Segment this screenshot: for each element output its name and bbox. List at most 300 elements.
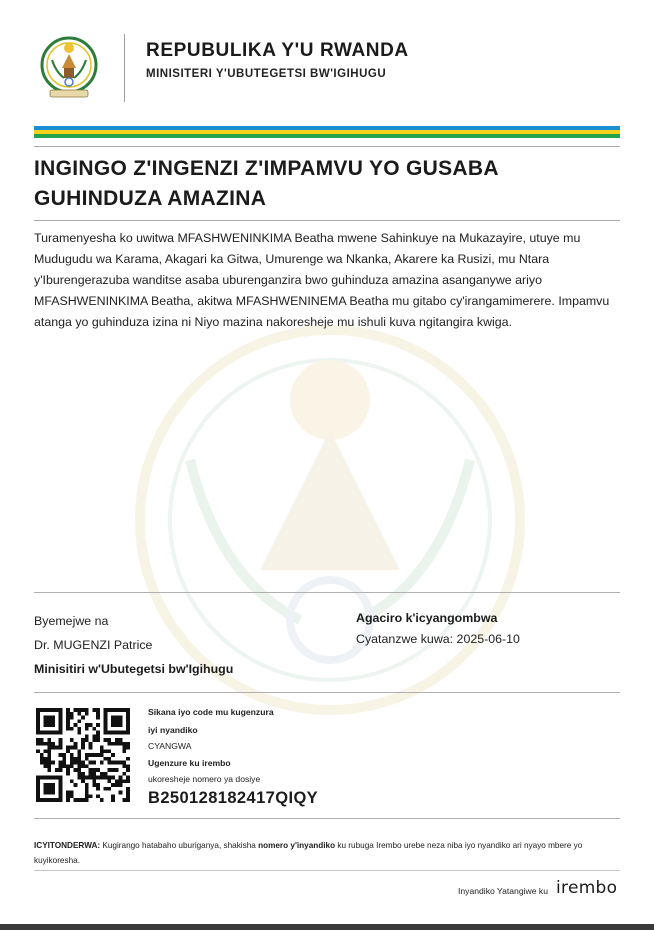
qr-module <box>59 798 63 802</box>
verify-instruction: ukoresheje nomero ya dosiye <box>148 774 261 784</box>
qr-module <box>126 757 130 761</box>
qr-module <box>89 768 93 772</box>
qr-module <box>96 723 100 727</box>
qr-module <box>47 764 51 768</box>
qr-module <box>119 791 123 795</box>
qr-module <box>36 708 40 712</box>
qr-module <box>115 783 119 787</box>
signatory-title: Minisitiri w'Ubutegetsi bw'Igihugu <box>34 662 234 676</box>
qr-module <box>81 776 85 780</box>
qr-module <box>66 772 70 776</box>
qr-module <box>104 708 108 712</box>
qr-module <box>47 761 51 765</box>
qr-module <box>77 753 81 757</box>
qr-module <box>70 779 74 783</box>
qr-module <box>70 764 74 768</box>
qr-module <box>47 791 51 795</box>
qr-module <box>47 731 51 735</box>
qr-module <box>85 798 89 802</box>
ministry-title: MINISITERI Y'UBUTEGETSI BW'IGIHUGU <box>146 68 387 80</box>
qr-module <box>59 723 63 727</box>
qr-module <box>107 757 111 761</box>
qr-module <box>89 746 93 750</box>
qr-module <box>59 716 63 720</box>
qr-module <box>126 712 130 716</box>
verify-instruction: iyi nyandiko <box>148 725 198 735</box>
qr-module <box>47 776 51 780</box>
qr-module <box>36 779 40 783</box>
qr-module <box>122 779 126 783</box>
qr-module <box>111 716 115 720</box>
qr-module <box>119 742 123 746</box>
qr-module <box>104 757 108 761</box>
qr-module <box>47 757 51 761</box>
qr-module <box>40 757 44 761</box>
qr-module <box>44 787 48 791</box>
qr-module <box>100 749 104 753</box>
qr-module <box>44 742 48 746</box>
qr-module <box>111 794 115 798</box>
qr-module <box>36 723 40 727</box>
qr-module <box>92 776 96 780</box>
qr-module <box>104 719 108 723</box>
qr-module <box>111 742 115 746</box>
qr-module <box>40 761 44 765</box>
qr-module <box>36 787 40 791</box>
qr-module <box>81 742 85 746</box>
qr-module <box>70 753 74 757</box>
qr-module <box>36 716 40 720</box>
qr-module <box>122 761 126 765</box>
notice-text: ku rubuga Irembo urebe neza niba iyo nyandiko ari nyayo mbere yo kuyikoresha. <box>34 841 583 865</box>
qr-module <box>104 731 108 735</box>
qr-module <box>119 731 123 735</box>
qr-module <box>119 783 123 787</box>
divider <box>34 146 620 147</box>
qr-module <box>40 742 44 746</box>
qr-module <box>115 738 119 742</box>
qr-module <box>126 731 130 735</box>
notice-highlight: nomero y'inyandiko <box>258 841 336 850</box>
qr-module <box>81 764 85 768</box>
qr-module <box>74 783 78 787</box>
qr-module <box>85 764 89 768</box>
qr-module <box>119 723 123 727</box>
qr-module <box>77 731 81 735</box>
qr-module <box>89 772 93 776</box>
qr-module <box>111 768 115 772</box>
qr-module <box>77 719 81 723</box>
qr-module <box>89 761 93 765</box>
qr-module <box>92 753 96 757</box>
qr-module <box>85 791 89 795</box>
qr-module <box>92 768 96 772</box>
qr-module <box>59 731 63 735</box>
qr-module <box>77 712 81 716</box>
qr-module <box>59 719 63 723</box>
qr-module <box>77 749 81 753</box>
qr-module <box>81 716 85 720</box>
qr-module <box>111 723 115 727</box>
qr-module <box>59 768 63 772</box>
qr-module <box>119 716 123 720</box>
qr-module <box>66 719 70 723</box>
document-number: B250128182417QIQY <box>148 789 319 807</box>
qr-module <box>92 772 96 776</box>
qr-module <box>104 749 108 753</box>
qr-module <box>51 742 55 746</box>
qr-module <box>55 776 59 780</box>
qr-module <box>107 761 111 765</box>
divider <box>34 592 620 593</box>
qr-module <box>111 798 115 802</box>
qr-module <box>92 727 96 731</box>
verify-instruction: Sikana iyo code mu kugenzura <box>148 707 274 717</box>
qr-module <box>107 738 111 742</box>
qr-module <box>122 746 126 750</box>
qr-module <box>62 757 66 761</box>
qr-module <box>74 761 78 765</box>
qr-module <box>104 738 108 742</box>
qr-module <box>51 719 55 723</box>
qr-module <box>115 716 119 720</box>
qr-module <box>51 723 55 727</box>
qr-module <box>100 776 104 780</box>
irembo-logo: irembo <box>556 878 618 898</box>
qr-module <box>96 753 100 757</box>
qr-module <box>66 746 70 750</box>
document-title: INGINGO Z'INGENZI Z'IMPAMVU YO GUSABA GUHINDUZA AMAZINA <box>34 157 499 210</box>
qr-module <box>107 749 111 753</box>
qr-module <box>77 798 81 802</box>
qr-module <box>115 768 119 772</box>
qr-module <box>44 791 48 795</box>
qr-module <box>40 708 44 712</box>
qr-module <box>115 719 119 723</box>
qr-module <box>92 708 96 712</box>
qr-module <box>104 772 108 776</box>
divider <box>34 818 620 819</box>
qr-module <box>74 742 78 746</box>
qr-module <box>77 768 81 772</box>
qr-module <box>126 798 130 802</box>
qr-module <box>70 757 74 761</box>
qr-module <box>111 776 115 780</box>
signatory-name: Dr. MUGENZI Patrice <box>34 638 153 652</box>
qr-module <box>70 794 74 798</box>
qr-module <box>59 746 63 750</box>
qr-module <box>47 787 51 791</box>
qr-module <box>126 764 130 768</box>
qr-module <box>104 716 108 720</box>
qr-module <box>85 712 89 716</box>
qr-module <box>85 753 89 757</box>
qr-module <box>111 719 115 723</box>
approved-by-label: Byemejwe na <box>34 614 109 628</box>
qr-module <box>44 776 48 780</box>
qr-module <box>92 761 96 765</box>
verify-instruction: CYANGWA <box>148 741 192 751</box>
qr-module <box>77 708 81 712</box>
qr-module <box>44 723 48 727</box>
qr-module <box>111 708 115 712</box>
qr-module <box>85 757 89 761</box>
qr-module <box>77 764 81 768</box>
qr-module <box>40 738 44 742</box>
qr-module <box>122 764 126 768</box>
divider <box>34 220 620 221</box>
qr-module <box>51 716 55 720</box>
verify-instruction: Ugenzure ku irembo <box>148 758 231 768</box>
qr-module <box>44 764 48 768</box>
qr-module <box>59 761 63 765</box>
qr-module <box>62 764 66 768</box>
qr-module <box>62 761 66 765</box>
qr-module <box>89 794 93 798</box>
divider <box>34 692 620 693</box>
qr-module <box>126 776 130 780</box>
qr-module <box>77 757 81 761</box>
qr-module <box>36 738 40 742</box>
qr-module <box>70 791 74 795</box>
qr-module <box>51 746 55 750</box>
qr-module <box>36 712 40 716</box>
qr-module <box>59 791 63 795</box>
qr-module <box>47 798 51 802</box>
qr-module <box>104 712 108 716</box>
qr-module <box>115 742 119 746</box>
qr-module <box>36 749 40 753</box>
qr-module <box>59 794 63 798</box>
qr-module <box>81 708 85 712</box>
qr-module <box>126 779 130 783</box>
qr-module <box>74 798 78 802</box>
qr-module <box>59 738 63 742</box>
qr-module <box>47 746 51 750</box>
qr-module <box>111 753 115 757</box>
qr-module <box>104 787 108 791</box>
qr-module <box>74 746 78 750</box>
qr-module <box>92 734 96 738</box>
qr-module <box>36 798 40 802</box>
qr-module <box>51 783 55 787</box>
qr-module <box>126 746 130 750</box>
qr-module <box>44 719 48 723</box>
qr-module <box>47 719 51 723</box>
qr-module <box>66 727 70 731</box>
footer-credit: Inyandiko Yatangiwe ku <box>458 886 548 896</box>
qr-module <box>122 749 126 753</box>
qr-module <box>122 708 126 712</box>
qr-module <box>92 783 96 787</box>
qr-module <box>122 742 126 746</box>
qr-module <box>85 708 89 712</box>
issued-date: Cyatanzwe kuwa: 2025-06-10 <box>356 632 520 646</box>
qr-module <box>100 798 104 802</box>
qr-module <box>47 749 51 753</box>
qr-module <box>126 719 130 723</box>
qr-module <box>85 723 89 727</box>
qr-module <box>100 772 104 776</box>
qr-module <box>36 776 40 780</box>
qr-module <box>96 794 100 798</box>
qr-module <box>59 753 63 757</box>
qr-module <box>126 791 130 795</box>
qr-module <box>81 738 85 742</box>
qr-module <box>107 742 111 746</box>
qr-module <box>51 798 55 802</box>
qr-module <box>70 746 74 750</box>
qr-module <box>66 723 70 727</box>
qr-module <box>107 776 111 780</box>
qr-module <box>47 716 51 720</box>
qr-module <box>96 783 100 787</box>
qr-module <box>122 772 126 776</box>
notice-text: Kugirango hatabaho uburiganya, shakisha <box>100 841 259 850</box>
qr-module <box>96 731 100 735</box>
qr-module <box>85 783 89 787</box>
qr-module <box>96 708 100 712</box>
qr-module <box>40 776 44 780</box>
qr-module <box>122 731 126 735</box>
qr-module <box>85 787 89 791</box>
qr-module <box>66 764 70 768</box>
qr-module <box>47 742 51 746</box>
qr-module <box>81 798 85 802</box>
qr-module <box>59 742 63 746</box>
qr-code[interactable] <box>36 708 130 802</box>
qr-module <box>92 738 96 742</box>
qr-module <box>119 738 123 742</box>
bottom-bar <box>0 924 654 930</box>
qr-module <box>47 738 51 742</box>
qr-module <box>104 723 108 727</box>
qr-module <box>85 734 89 738</box>
qr-module <box>44 716 48 720</box>
flag-color-strip <box>34 126 620 138</box>
qr-module <box>36 794 40 798</box>
qr-module <box>44 708 48 712</box>
qr-module <box>70 738 74 742</box>
watermark-seal-icon <box>100 320 560 720</box>
qr-module <box>107 708 111 712</box>
qr-module <box>66 794 70 798</box>
qr-module <box>40 798 44 802</box>
qr-module <box>107 779 111 783</box>
qr-module <box>59 708 63 712</box>
qr-module <box>115 723 119 727</box>
qr-module <box>107 768 111 772</box>
qr-module <box>59 712 63 716</box>
qr-module <box>85 738 89 742</box>
qr-module <box>36 719 40 723</box>
qr-module <box>100 753 104 757</box>
qr-module <box>59 776 63 780</box>
qr-module <box>115 761 119 765</box>
qr-module <box>111 731 115 735</box>
qr-module <box>92 779 96 783</box>
rwanda-coat-of-arms-icon <box>38 34 100 102</box>
qr-module <box>100 761 104 765</box>
notice <box>34 838 594 868</box>
qr-module <box>74 708 78 712</box>
qr-module <box>59 787 63 791</box>
qr-module <box>126 768 130 772</box>
qr-module <box>96 787 100 791</box>
qr-module <box>115 731 119 735</box>
qr-module <box>66 749 70 753</box>
qr-module <box>85 776 89 780</box>
qr-module <box>36 791 40 795</box>
divider <box>34 870 620 871</box>
qr-module <box>47 783 51 787</box>
qr-module <box>44 783 48 787</box>
qr-module <box>85 794 89 798</box>
qr-module <box>119 761 123 765</box>
qr-module <box>59 727 63 731</box>
qr-module <box>107 731 111 735</box>
qr-module <box>55 708 59 712</box>
qr-module <box>77 761 81 765</box>
qr-module <box>115 779 119 783</box>
qr-module <box>100 746 104 750</box>
qr-module <box>74 757 78 761</box>
qr-module <box>55 731 59 735</box>
qr-module <box>89 742 93 746</box>
qr-module <box>70 712 74 716</box>
qr-module <box>126 708 130 712</box>
qr-module <box>96 712 100 716</box>
qr-module <box>122 798 126 802</box>
qr-module <box>44 761 48 765</box>
qr-module <box>55 768 59 772</box>
qr-module <box>104 727 108 731</box>
qr-module <box>70 727 74 731</box>
qr-module <box>55 798 59 802</box>
qr-module <box>96 716 100 720</box>
qr-module <box>47 723 51 727</box>
qr-module <box>126 723 130 727</box>
qr-module <box>96 738 100 742</box>
validity-label: Agaciro k'icyangombwa <box>356 611 498 625</box>
qr-module <box>89 776 93 780</box>
qr-module <box>51 791 55 795</box>
qr-module <box>55 746 59 750</box>
qr-module <box>70 761 74 765</box>
qr-module <box>89 753 93 757</box>
qr-module <box>126 716 130 720</box>
qr-module <box>77 776 81 780</box>
qr-module <box>81 761 85 765</box>
qr-module <box>36 731 40 735</box>
qr-module <box>119 708 123 712</box>
qr-module <box>115 708 119 712</box>
qr-module <box>51 761 55 765</box>
qr-module <box>119 776 123 780</box>
qr-module <box>126 787 130 791</box>
qr-module <box>81 746 85 750</box>
qr-module <box>66 712 70 716</box>
qr-module <box>81 772 85 776</box>
document-body: Turamenyesha ko uwitwa MFASHWENINKIMA Beatha mwene Sahinkuye na Mukazayire, utuye mu Mudugudu wa Karama, Akagari ka Gitwa, Umurenge wa Nkanka, Akarere ka Rusizi, mu Ntara y'Iburengerazuba wanditse asaba uburenganzira bwo guhinduza amazina asanganywe ariyo MFASHWENINKIMA Beatha, akitwa MFASHWENINEMA Beatha mu gitabo cy'irangamimerere. Impamvu atanga yo guhinduza izina ni Niyo mazina nakoresheje mu ishuli kuva ngitangira kwiga. <box>34 231 610 329</box>
qr-module <box>107 787 111 791</box>
republic-title: REPUBULIKA Y'U RWANDA <box>146 40 409 61</box>
qr-module <box>47 708 51 712</box>
qr-module <box>89 723 93 727</box>
qr-module <box>81 779 85 783</box>
qr-module <box>126 742 130 746</box>
header-divider <box>124 34 125 102</box>
